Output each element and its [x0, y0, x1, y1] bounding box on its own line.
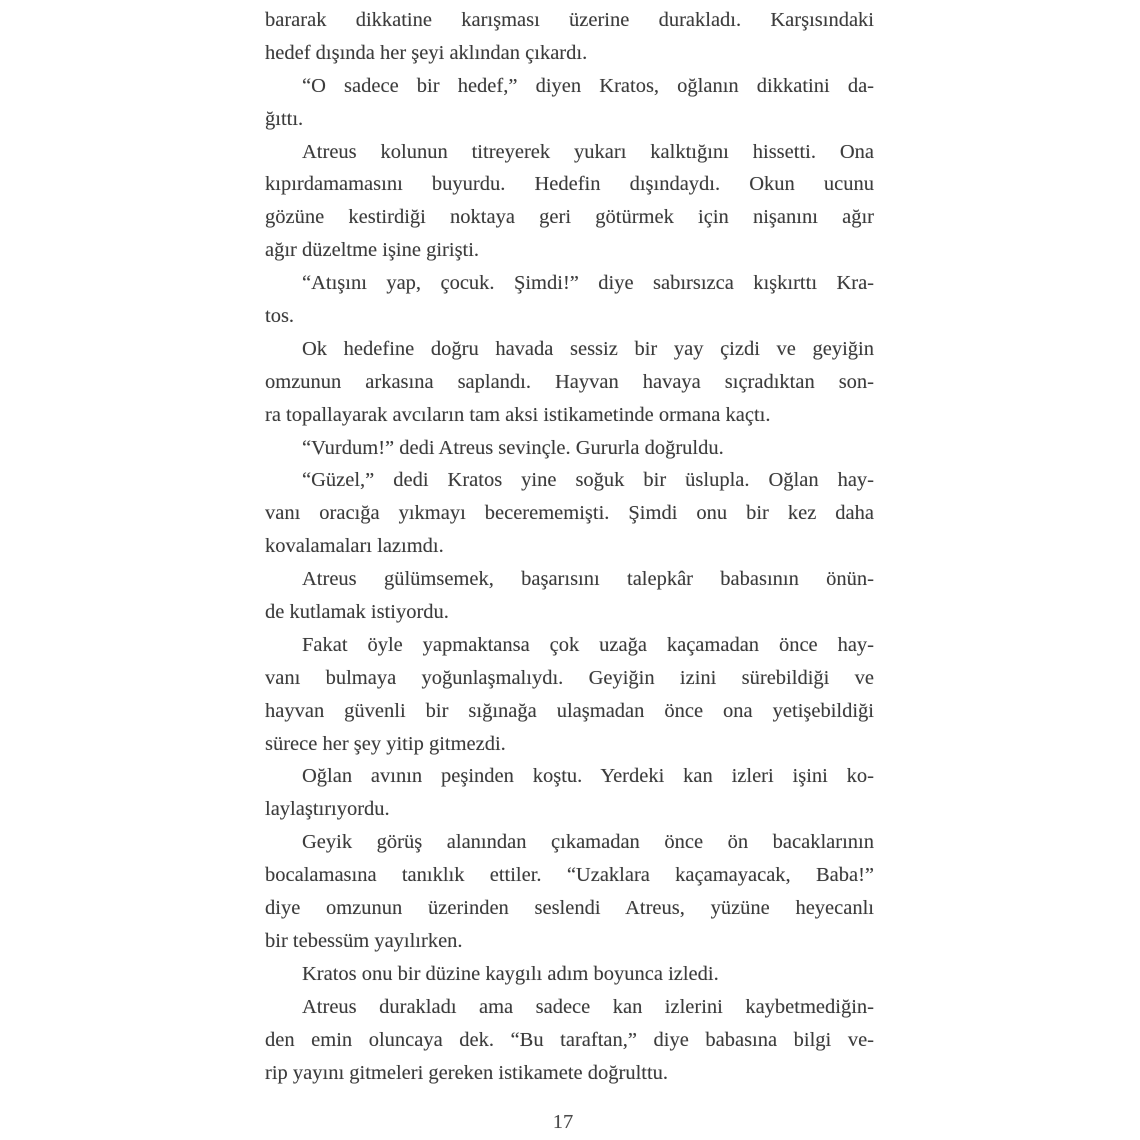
text-line: vanı oracığa yıkmayı becerememişti. Şimdi onu bir kez daha	[265, 502, 874, 525]
text-line: ğıttı.	[265, 107, 304, 130]
text-line: Atreus kolunun titreyerek yukarı kalktığını hissetti. Ona	[302, 140, 874, 163]
text-line: Geyik görüş alanından çıkamadan önce ön bacaklarının	[302, 831, 874, 854]
text-line: hedef dışında her şeyi aklından çıkardı.	[265, 41, 588, 64]
text-line: Atreus durakladı ama sadece kan izlerini kaybetmediğin-	[302, 995, 874, 1018]
paragraph	[265, 991, 874, 1090]
text-line: Kratos onu bir düzine kaygılı adım boyunca izledi.	[302, 962, 719, 985]
paragraph	[265, 136, 874, 268]
text-line: Fakat öyle yapmaktansa çok uzağa kaçamadan önce hay-	[302, 633, 874, 656]
text-line: omzunun arkasına saplandı. Hayvan havaya sıçradıktan son-	[265, 370, 874, 393]
paragraph	[265, 464, 874, 563]
text-block	[265, 4, 874, 1089]
paragraph	[265, 70, 874, 136]
text-line: den emin oluncaya dek. “Bu taraftan,” diye babasına bilgi ve-	[265, 1028, 874, 1051]
text-line: tos.	[265, 305, 295, 328]
paragraph	[265, 4, 874, 70]
paragraph	[265, 563, 874, 629]
paragraph	[265, 432, 874, 465]
text-line: “Güzel,” dedi Kratos yine soğuk bir üslupla. Oğlan hay-	[302, 469, 874, 492]
text-line: “O sadece bir hedef,” diyen Kratos, oğlanın dikkatini da-	[302, 74, 874, 97]
text-line: Atreus gülümsemek, başarısını talepkâr babasının önün-	[302, 568, 874, 591]
paragraph	[265, 629, 874, 761]
text-line: laylaştırıyordu.	[265, 798, 390, 821]
text-line: “Atışını yap, çocuk. Şimdi!” diye sabırsızca kışkırttı Kra-	[302, 272, 874, 295]
text-line: vanı bulmaya yoğunlaşmalıydı. Geyiğin izini sürebildiği ve	[265, 666, 874, 689]
text-line: kıpırdamamasını buyurdu. Hedefin dışındaydı. Okun ucunu	[265, 173, 874, 196]
page-number: 17	[552, 1111, 574, 1133]
text-line: gözüne kestirdiği noktaya geri götürmek için nişanını ağır	[265, 206, 874, 229]
text-line: ağır düzeltme işine girişti.	[265, 239, 480, 262]
text-line: bararak dikkatine karışması üzerine durakladı. Karşısındaki	[265, 9, 874, 31]
text-line: Oğlan avının peşinden koştu. Yerdeki kan izleri işini ko-	[302, 765, 874, 788]
paragraph	[265, 826, 874, 958]
paragraph	[265, 760, 874, 826]
text-line: Ok hedefine doğru havada sessiz bir yay çizdi ve geyiğin	[302, 337, 874, 360]
text-line: rip yayını gitmeleri gereken istikamete doğrulttu.	[265, 1061, 669, 1084]
text-line: bocalamasına tanıklık ettiler. “Uzaklara kaçamayacak, Baba!”	[265, 864, 874, 887]
text-line: diye omzunun üzerinden seslendi Atreus, yüzüne heyecanlı	[265, 897, 874, 920]
text-line: ra topallayarak avcıların tam aksi istikametinde ormana kaçtı.	[265, 403, 771, 426]
paragraph	[265, 333, 874, 432]
text-line: sürece her şey yitip gitmezdi.	[265, 732, 506, 755]
text-line: de kutlamak istiyordu.	[265, 601, 449, 624]
text-line: kovalamaları lazımdı.	[265, 535, 444, 558]
text-line: bir tebessüm yayılırken.	[265, 929, 463, 952]
paragraph	[265, 958, 874, 991]
text-line: hayvan güvenli bir sığınağa ulaşmadan önce ona yetişebildiği	[265, 699, 874, 722]
text-line: “Vurdum!” dedi Atreus sevinçle. Gururla doğruldu.	[302, 436, 724, 459]
paragraph	[265, 267, 874, 333]
